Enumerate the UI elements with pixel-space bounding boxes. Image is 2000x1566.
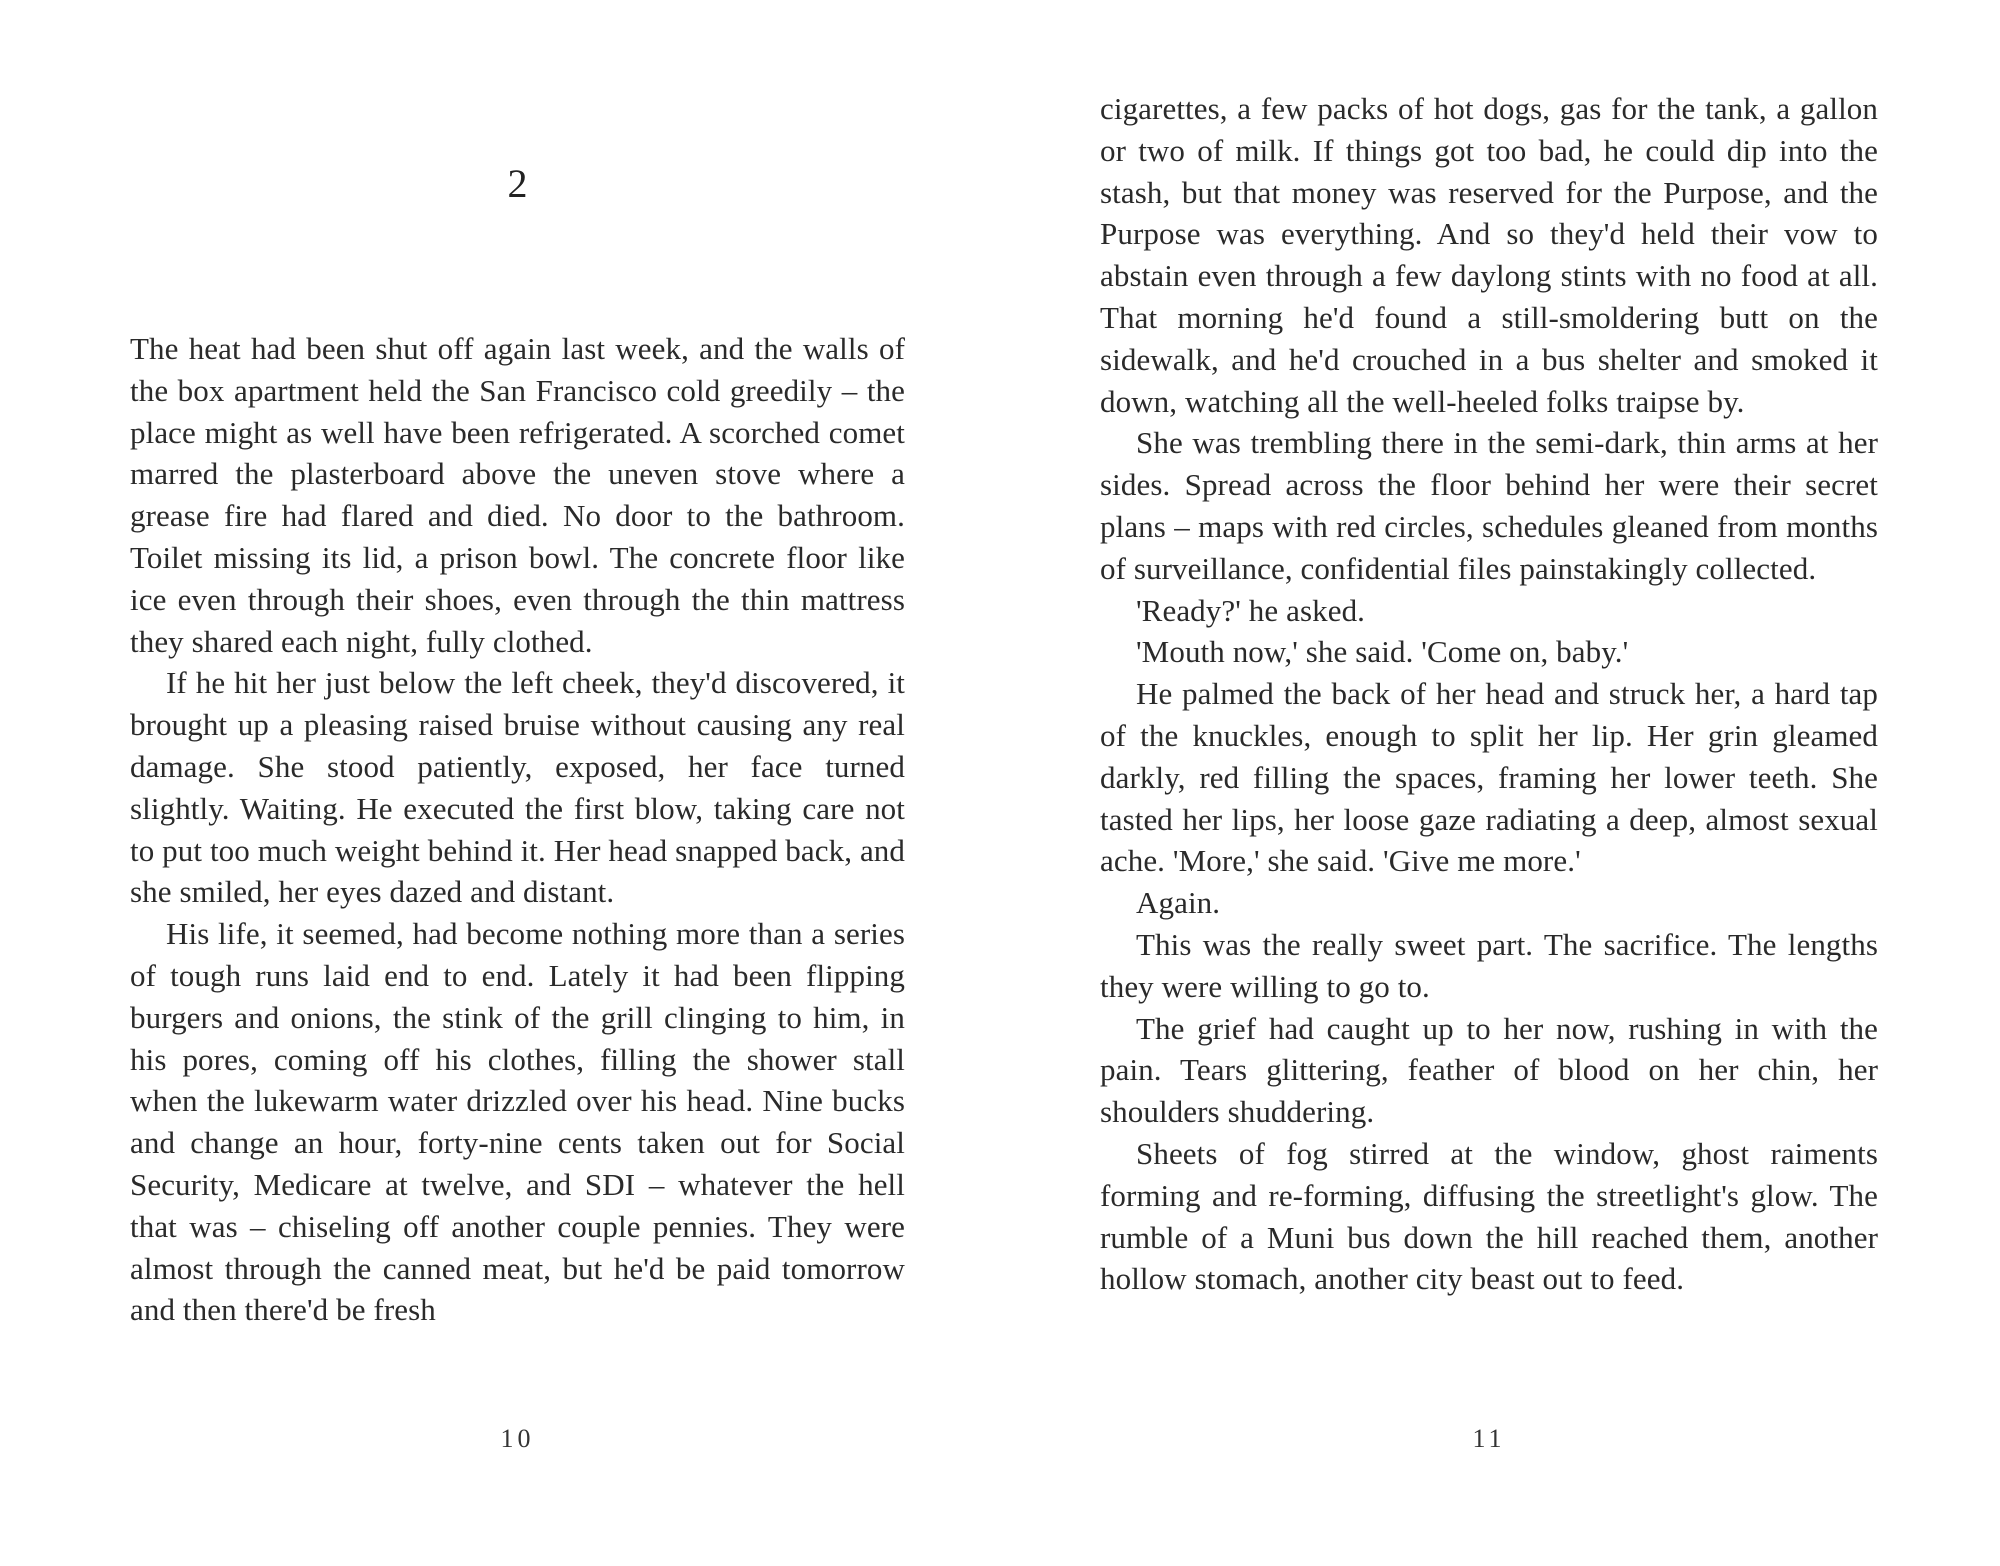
right-page (1100, 0, 1878, 1566)
paragraph: He palmed the back of her head and struck her, a hard tap of the knuckles, enough to split her lip. Her grin gleamed darkly, red filling the spaces, framing her lower teeth. She tasted her lips, her loose gaze radiating a deep, almost sexual ache. 'More,' she said. 'Give me more.' (1100, 676, 1878, 879)
paragraph: His life, it seemed, had become nothing more than a series of tough runs laid end to end. Lately it had been flipping burgers and onions, the stink of the grill clinging to him, in his pores, coming off his clothes, filling the shower stall when the lukewarm water drizzled over his head. Nine bucks and change an hour, forty-nine cents taken out for Social Security, Medicare at twelve, and SDI – whatever the hell that was – chiseling off another couple pennies. They were almost through the canned meat, but he'd be paid tomorrow and then there'd be fresh (130, 916, 905, 1328)
page-number-left: 10 (500, 1424, 535, 1453)
paragraph: If he hit her just below the left cheek, they'd discovered, it brought up a pleasing raised bruise without causing any real damage. She stood patiently, exposed, her face turned slightly. Waiting. He executed the first blow, taking care not to put too much weight behind it. Her head snapped back, and she smiled, her eyes dazed and distant. (130, 665, 905, 910)
page-number-right: 11 (1472, 1424, 1506, 1453)
paragraph: She was trembling there in the semi-dark, thin arms at her sides. Spread across the floor behind her were their secret plans – maps with red circles, schedules gleaned from months of surveillance, confidential files painstakingly collected. (1100, 425, 1878, 586)
left-page-text (130, 328, 905, 1331)
paragraph: Again. (1136, 885, 1221, 921)
paragraph: cigarettes, a few packs of hot dogs, gas for the tank, a gallon or two of milk. If things got too bad, he could dip into the stash, but that money was reserved for the Purpose, and the Purpose was everything. And so they'd held their vow to abstain even through a few daylong stints with no food at all. That morning he'd found a still-smoldering butt on the sidewalk, and he'd crouched in a bus shelter and smoked it down, watching all the well-heeled folks traipse by. (1100, 91, 1878, 419)
dialogue-line: 'Ready?' he asked. (1136, 592, 1366, 628)
paragraph: This was the really sweet part. The sacrifice. The lengths they were willing to go to. (1100, 926, 1878, 1004)
left-page (130, 0, 905, 1566)
chapter-number: 2 (507, 161, 528, 206)
paragraph: The grief had caught up to her now, rushing in with the pain. Tears glittering, feather of blood on her chin, her shoulders shuddering. (1100, 1010, 1878, 1130)
paragraph: Sheets of fog stirred at the window, ghost raiments forming and re-forming, diffusing the streetlight's glow. The rumble of a Muni bus down the hill reached them, another hollow stomach, another city beast out to feed. (1100, 1135, 1878, 1297)
dialogue-line: 'Mouth now,' she said. 'Come on, baby.' (1136, 634, 1629, 670)
paragraph: The heat had been shut off again last week, and the walls of the box apartment held the San Francisco cold greedily – the place might as well have been refrigerated. A scorched comet marred the plasterboard above the uneven stove where a grease fire had flared and died. No door to the bathroom. Toilet missing its lid, a prison bowl. The concrete floor like ice even through their shoes, even through the thin mattress they shared each night, fully clothed. (130, 331, 905, 659)
right-page-text (1100, 88, 1878, 1300)
